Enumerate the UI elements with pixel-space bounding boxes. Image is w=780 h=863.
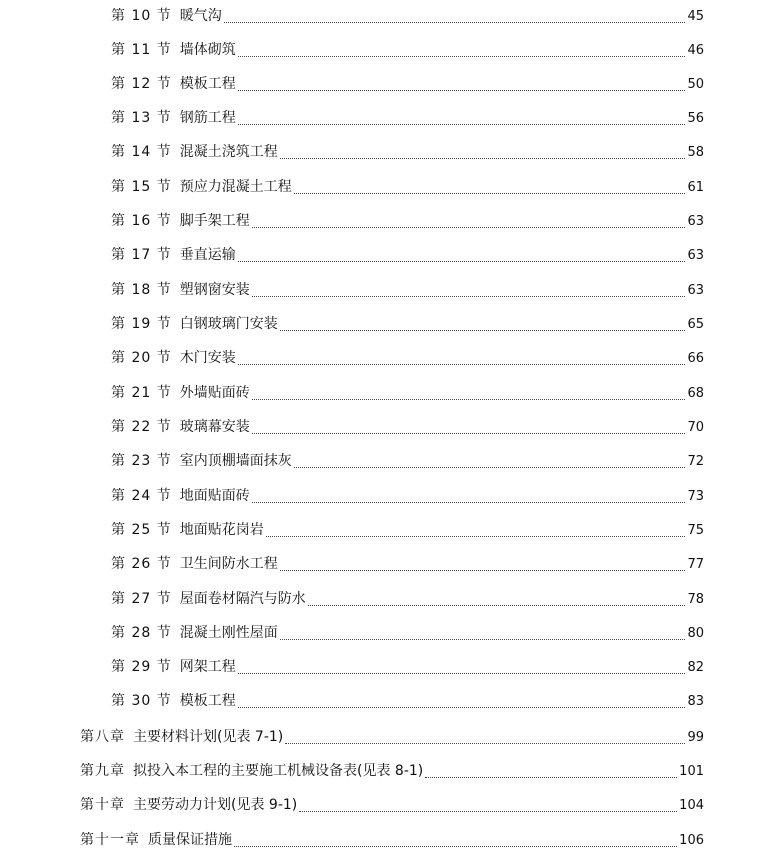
toc-entry-number: 第 23 节 <box>111 453 172 469</box>
toc-entry-title: 主要劳动力计划(见表 9-1) <box>133 797 298 813</box>
toc-entry-page: 78 <box>687 592 704 607</box>
toc-entry-number: 第 16 节 <box>111 213 172 229</box>
toc-dot-leader <box>238 707 686 708</box>
toc-dot-leader <box>285 743 685 744</box>
toc-entry-number: 第 13 节 <box>111 110 172 126</box>
toc-entry[interactable] <box>111 520 704 540</box>
toc-entry-page: 106 <box>679 833 704 848</box>
toc-entry-title: 模板工程 <box>179 693 236 709</box>
toc-entry-title: 塑钢窗安装 <box>179 282 250 298</box>
toc-entry[interactable] <box>111 314 704 334</box>
toc-dot-leader <box>294 467 686 468</box>
toc-entry-page: 50 <box>687 77 704 92</box>
toc-entry-title: 地面贴面砖 <box>179 488 250 504</box>
toc-dot-leader <box>252 502 686 503</box>
toc-entry[interactable] <box>80 727 704 747</box>
toc-dot-leader <box>238 124 686 125</box>
toc-entry-page: 63 <box>687 214 704 229</box>
toc-entry-page: 77 <box>687 557 704 572</box>
toc-entry-number: 第 15 节 <box>111 179 172 195</box>
toc-dot-leader <box>294 193 686 194</box>
toc-entry-title: 白钢玻璃门安装 <box>179 316 278 332</box>
toc-entry-page: 72 <box>687 454 704 469</box>
toc-entry-title: 脚手架工程 <box>179 213 250 229</box>
toc-entry-number: 第 30 节 <box>111 693 172 709</box>
toc-entry-title: 钢筋工程 <box>179 110 236 126</box>
toc-entry[interactable] <box>111 589 704 609</box>
toc-entry[interactable] <box>111 280 704 300</box>
toc-dot-leader <box>280 158 686 159</box>
toc-entry-number: 第 24 节 <box>111 488 172 504</box>
toc-entry-number: 第 26 节 <box>111 556 172 572</box>
toc-entry-page: 45 <box>687 9 704 24</box>
toc-dot-leader <box>299 811 677 812</box>
toc-entry[interactable] <box>80 761 704 781</box>
toc-dot-leader <box>266 536 686 537</box>
toc-entry-title: 暖气沟 <box>179 8 222 24</box>
toc-entry-page: 82 <box>687 660 704 675</box>
toc-entry-number: 第 12 节 <box>111 76 172 92</box>
toc-entry-title: 混凝土浇筑工程 <box>179 144 278 160</box>
toc-entry-title: 卫生间防水工程 <box>179 556 278 572</box>
toc-entry-number: 第 11 节 <box>111 42 172 58</box>
toc-entry-page: 83 <box>687 694 704 709</box>
toc-entry-page: 99 <box>687 730 704 745</box>
toc-entry-title: 地面贴花岗岩 <box>179 522 264 538</box>
toc-entry[interactable] <box>111 623 704 643</box>
toc-entry[interactable] <box>111 486 704 506</box>
toc-entry[interactable] <box>111 245 704 265</box>
toc-dot-leader <box>238 364 686 365</box>
toc-entry-number: 第 19 节 <box>111 316 172 332</box>
toc-entry[interactable] <box>111 108 704 128</box>
toc-dot-leader <box>308 605 686 606</box>
toc-entry-page: 58 <box>687 145 704 160</box>
toc-entry[interactable] <box>111 348 704 368</box>
toc-entry-page: 68 <box>687 386 704 401</box>
toc-entry-page: 73 <box>687 489 704 504</box>
toc-dot-leader <box>238 56 686 57</box>
toc-entry[interactable] <box>111 211 704 231</box>
toc-entry-number: 第 27 节 <box>111 591 172 607</box>
toc-dot-leader <box>238 90 686 91</box>
toc-entry-title: 拟投入本工程的主要施工机械设备表(见表 8-1) <box>133 763 424 779</box>
toc-entry-number: 第十章 <box>80 797 125 813</box>
toc-entry-title: 垂直运输 <box>179 247 236 263</box>
toc-entry-page: 63 <box>687 283 704 298</box>
toc-entry-title: 玻璃幕安装 <box>179 419 250 435</box>
toc-dot-leader <box>252 399 686 400</box>
toc-entry-page: 101 <box>679 764 704 779</box>
toc-entry[interactable] <box>111 142 704 162</box>
toc-entry-number: 第 22 节 <box>111 419 172 435</box>
toc-entry-number: 第九章 <box>80 763 125 779</box>
toc-entry-number: 第 17 节 <box>111 247 172 263</box>
toc-entry[interactable] <box>111 383 704 403</box>
toc-entry-title: 模板工程 <box>179 76 236 92</box>
toc-entry-title: 屋面卷材隔汽与防水 <box>179 591 306 607</box>
toc-entry[interactable] <box>111 691 704 711</box>
toc-entry[interactable] <box>111 451 704 471</box>
toc-dot-leader <box>238 673 686 674</box>
toc-entry-number: 第八章 <box>80 729 125 745</box>
toc-entry-page: 63 <box>687 248 704 263</box>
toc-dot-leader <box>252 433 686 434</box>
toc-entry[interactable] <box>80 795 704 815</box>
toc-dot-leader <box>252 296 686 297</box>
toc-entry-number: 第 14 节 <box>111 144 172 160</box>
toc-dot-leader <box>224 22 686 23</box>
toc-entry[interactable] <box>111 40 704 60</box>
toc-entry-number: 第 10 节 <box>111 8 172 24</box>
toc-entry-title: 外墙贴面砖 <box>179 385 250 401</box>
toc-dot-leader <box>425 777 677 778</box>
toc-entry-number: 第 18 节 <box>111 282 172 298</box>
toc-entry-number: 第 28 节 <box>111 625 172 641</box>
toc-dot-leader <box>280 330 686 331</box>
toc-dot-leader <box>280 570 686 571</box>
toc-entry-number: 第十一章 <box>80 832 140 848</box>
toc-dot-leader <box>280 639 686 640</box>
toc-entry-page: 66 <box>687 351 704 366</box>
toc-dot-leader <box>252 227 686 228</box>
toc-entry-title: 预应力混凝土工程 <box>179 179 292 195</box>
toc-entry[interactable] <box>111 554 704 574</box>
toc-entry-page: 46 <box>687 43 704 58</box>
toc-entry-number: 第 20 节 <box>111 350 172 366</box>
toc-entry-title: 混凝土刚性屋面 <box>179 625 278 641</box>
toc-entry-title: 室内顶棚墙面抹灰 <box>179 453 292 469</box>
toc-entry-title: 网架工程 <box>179 659 236 675</box>
toc-entry[interactable] <box>111 657 704 677</box>
toc-entry[interactable] <box>111 177 704 197</box>
toc-entry-title: 墙体砌筑 <box>179 42 236 58</box>
toc-entry-number: 第 21 节 <box>111 385 172 401</box>
toc-entry[interactable] <box>80 830 704 850</box>
toc-entry-title: 质量保证措施 <box>148 832 232 848</box>
toc-entry-page: 80 <box>687 626 704 641</box>
toc-entry-title: 主要材料计划(见表 7-1) <box>133 729 284 745</box>
toc-dot-leader <box>238 261 686 262</box>
toc-entry[interactable] <box>111 6 704 26</box>
toc-entry-page: 65 <box>687 317 704 332</box>
toc-entry-page: 56 <box>687 111 704 126</box>
toc-entry[interactable] <box>111 417 704 437</box>
toc-entry-page: 70 <box>687 420 704 435</box>
toc-entry-title: 木门安装 <box>179 350 236 366</box>
toc-dot-leader <box>234 846 677 847</box>
toc-entry-page: 104 <box>679 798 704 813</box>
toc-entry-page: 75 <box>687 523 704 538</box>
toc-entry-number: 第 25 节 <box>111 522 172 538</box>
toc-entry-page: 61 <box>687 180 704 195</box>
toc-entry-number: 第 29 节 <box>111 659 172 675</box>
toc-entry[interactable] <box>111 74 704 94</box>
